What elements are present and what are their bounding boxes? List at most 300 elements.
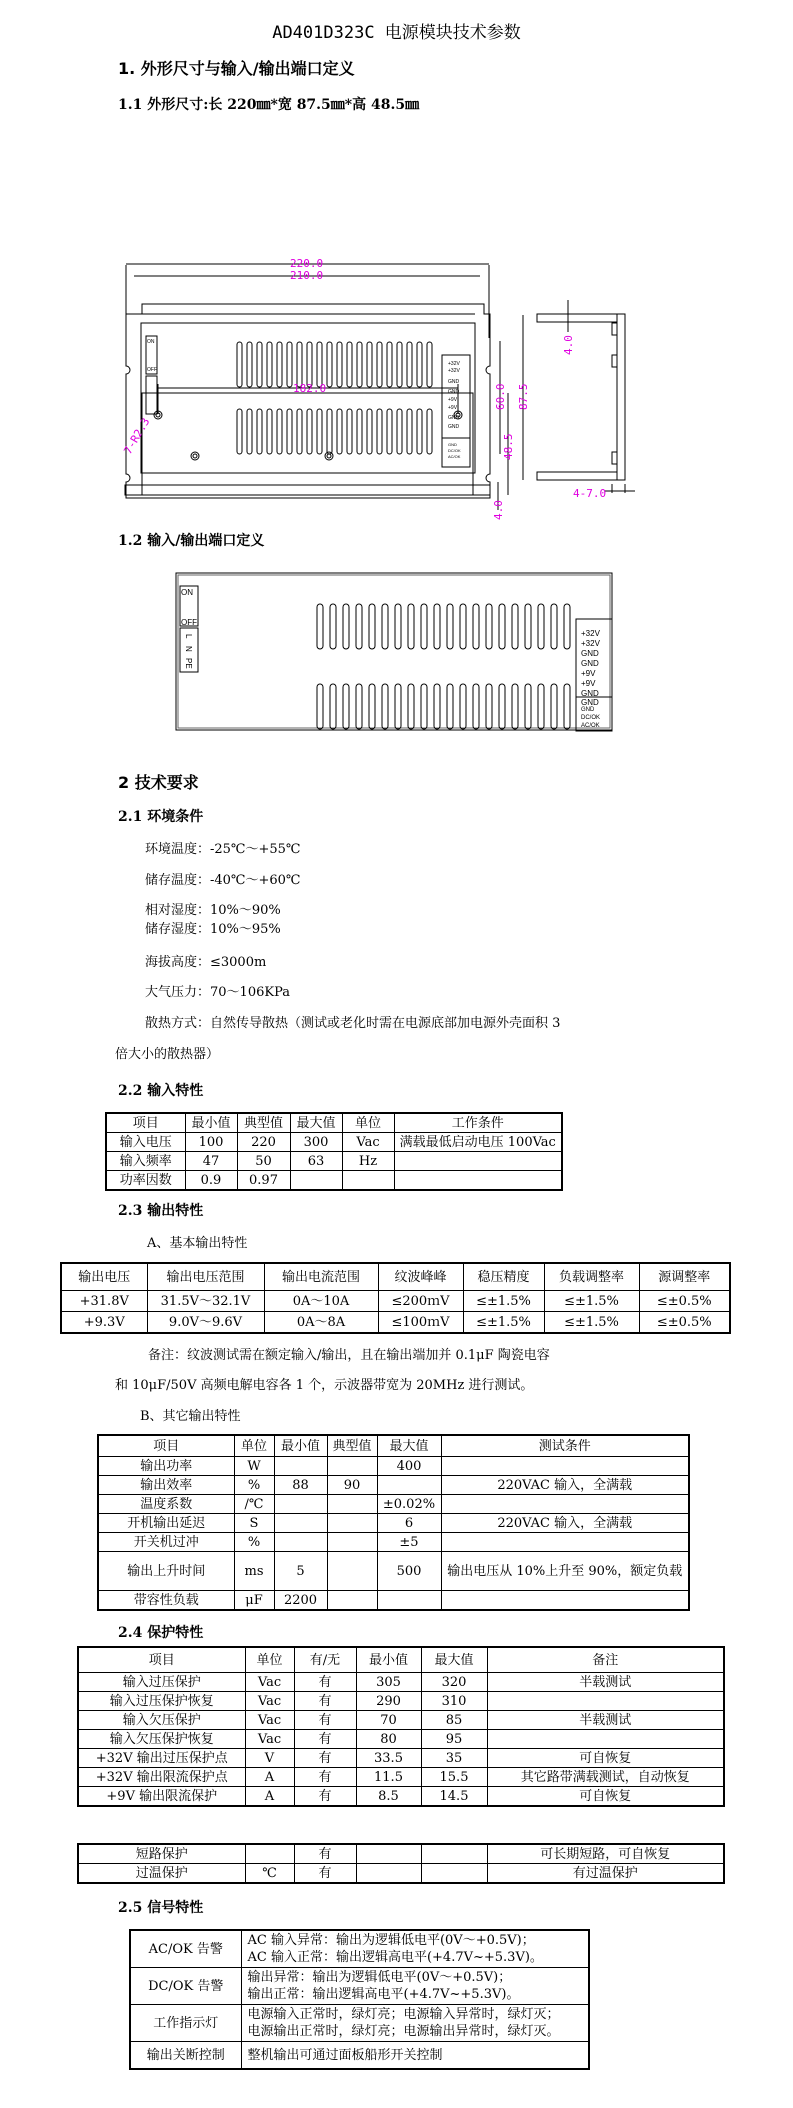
terminal-label: AC/OK (581, 723, 600, 729)
table-cell: 温度系数 (98, 1495, 234, 1514)
table-row (78, 1730, 724, 1749)
table-cell (327, 1533, 377, 1552)
table-cell: 有 (294, 1787, 356, 1807)
table-cell: % (234, 1476, 274, 1495)
table-cell: 输入电压 (106, 1133, 185, 1152)
dim-base-4: 4.0 (492, 500, 505, 520)
ripple-note-line-2: 和 10μF/50V 高频电解电容各 1 个，示波器带宽为 20MHz 进行测试。 (115, 1378, 534, 1393)
terminal-label: GND (448, 424, 460, 430)
terminal-label: GND (448, 415, 460, 421)
table-cell: 有 (294, 1673, 356, 1692)
terminal-label: +32V (581, 629, 600, 638)
input-characteristics-table (105, 1112, 563, 1191)
table-cell: 可长期短路，可自恢复 (487, 1844, 724, 1864)
table-cell: 100 (185, 1133, 237, 1152)
table-cell: 带容性负载 (98, 1591, 234, 1611)
table-cell: 6 (377, 1514, 441, 1533)
section-1-1-heading: 1.1 外形尺寸:长 220㎜*宽 87.5㎜*高 48.5㎜ (118, 97, 420, 113)
table-cell: ms (234, 1552, 274, 1591)
table-cell: 可自恢复 (487, 1787, 724, 1807)
table-cell (327, 1591, 377, 1611)
terminal-label: +32V (448, 368, 460, 374)
column-header: 最小值 (356, 1647, 421, 1673)
table-row (98, 1514, 689, 1533)
terminal-label: DC/OK (581, 715, 601, 721)
table-cell: 有 (294, 1711, 356, 1730)
table-header-row (78, 1647, 724, 1673)
table-cell: 有 (294, 1864, 356, 1884)
table-cell (327, 1552, 377, 1591)
section-2-heading: 2 技术要求 (118, 773, 199, 792)
vent-slot (512, 684, 518, 729)
table-cell: 2200 (274, 1591, 327, 1611)
signal-name: 输出关断控制 (130, 2042, 241, 2070)
terminal-label: +9V (448, 405, 458, 411)
dim-210: 210.0 (290, 269, 324, 282)
table-cell: 有 (294, 1768, 356, 1787)
column-header: 测试条件 (441, 1435, 689, 1457)
terminal-label: DC/OK (448, 448, 461, 453)
table-cell: ≤±0.5% (639, 1312, 730, 1334)
signal-description-line: 电源输出正常时，绿灯亮；电源输出异常时，绿灯灭。 (247, 2024, 560, 2039)
table-cell: +32V 输出限流保护点 (78, 1768, 245, 1787)
column-header: 单位 (234, 1435, 274, 1457)
table-cell (441, 1457, 689, 1476)
column-header: 最小值 (274, 1435, 327, 1457)
table-header-row (61, 1263, 730, 1291)
terminal-label: +32V (581, 639, 600, 648)
table-cell (245, 1844, 294, 1864)
table-row (106, 1171, 562, 1191)
terminal-label: GND (448, 389, 460, 395)
table-cell: /℃ (234, 1495, 274, 1514)
signal-description-line: 整机输出可通过面板船形开关控制 (247, 2047, 443, 2063)
vent-slot (343, 684, 349, 729)
table-cell: 可自恢复 (487, 1749, 724, 1768)
table-cell: Vac (245, 1692, 294, 1711)
table-cell: Vac (245, 1730, 294, 1749)
table-row (98, 1457, 689, 1476)
table-cell (441, 1533, 689, 1552)
dim-corner-radius: 7-R2.3 (121, 415, 153, 457)
terminal-label: GND (448, 442, 457, 447)
table-cell: A (245, 1787, 294, 1807)
section-1-heading: 1. 外形尺寸与输入/输出端口定义 (118, 59, 355, 78)
section-2-2-heading: 2.2 输入特性 (118, 1083, 204, 1099)
table-cell: 开机输出延迟 (98, 1514, 234, 1533)
table-cell: 满载最低启动电压 100Vac (394, 1133, 562, 1152)
table-header-row (106, 1113, 562, 1133)
column-header: 纹波峰峰 (378, 1263, 463, 1291)
terminal-label: AC/OK (448, 454, 461, 459)
vent-slot (564, 604, 570, 649)
table-row (78, 1692, 724, 1711)
label-pe: PE (184, 658, 193, 669)
protection-table (77, 1646, 725, 1807)
table-cell: 开关机过冲 (98, 1533, 234, 1552)
table-cell: 300 (290, 1133, 342, 1152)
protection-extra-table (77, 1843, 725, 1884)
table-cell (327, 1514, 377, 1533)
vent-slot (473, 684, 479, 729)
column-header: 稳压精度 (463, 1263, 544, 1291)
table-row (106, 1133, 562, 1152)
vent-slot (525, 684, 531, 729)
vent-slot (473, 604, 479, 649)
table-cell: ±5 (377, 1533, 441, 1552)
table-cell: Vac (245, 1711, 294, 1730)
table-cell: Hz (342, 1152, 394, 1171)
terminal-label: +9V (581, 679, 596, 688)
table-cell: 14.5 (421, 1787, 487, 1807)
table-cell: ≤±1.5% (544, 1312, 639, 1334)
table-row (78, 1749, 724, 1768)
signal-description-line: 输出异常：输出为逻辑低电平(0V～+0.5V)； (247, 1970, 512, 1985)
table-cell: 输入过压保护恢复 (78, 1692, 245, 1711)
vent-slot (460, 684, 466, 729)
env-line: 相对湿度：10%～90% (145, 903, 281, 918)
vent-slot (343, 604, 349, 649)
env-line: 环境温度：-25℃～+55℃ (145, 842, 301, 857)
table-cell: 80 (356, 1730, 421, 1749)
table-cell: 220VAC 输入，全满载 (441, 1476, 689, 1495)
dim-60: 60.0 (494, 383, 507, 410)
vent-slot (525, 604, 531, 649)
table-cell: Vac (342, 1133, 394, 1152)
vent-slot (356, 604, 362, 649)
table-cell: 功率因数 (106, 1171, 185, 1191)
dim-side-holes: 4-7.0 (573, 487, 607, 500)
vent-slot (382, 684, 388, 729)
table-row (98, 1476, 689, 1495)
table-cell: 9.0V～9.6V (147, 1312, 264, 1334)
signal-row (130, 1968, 589, 2005)
table-cell: 输入欠压保护 (78, 1711, 245, 1730)
vent-slot (486, 684, 492, 729)
table-cell: 290 (356, 1692, 421, 1711)
signal-description-line: 输出正常：输出逻辑高电平(+4.7V~+5.3V)。 (247, 1987, 520, 2002)
table-cell: 85 (421, 1711, 487, 1730)
table-row (78, 1673, 724, 1692)
terminal-label: GND (581, 649, 599, 658)
vent-slot (408, 604, 414, 649)
table-cell: 输出效率 (98, 1476, 234, 1495)
vent-slot (447, 684, 453, 729)
table-cell (421, 1864, 487, 1884)
table-cell (274, 1533, 327, 1552)
table-cell: 有 (294, 1692, 356, 1711)
table-cell (274, 1495, 327, 1514)
table-cell: 35 (421, 1749, 487, 1768)
column-header: 有/无 (294, 1647, 356, 1673)
table-cell: +9.3V (61, 1312, 147, 1334)
table-cell: 220 (237, 1133, 290, 1152)
table-cell: 其它路带满载测试，自动恢复 (487, 1768, 724, 1787)
table-cell: S (234, 1514, 274, 1533)
table-cell: 15.5 (421, 1768, 487, 1787)
table-cell (377, 1591, 441, 1611)
column-header: 项目 (106, 1113, 185, 1133)
table-header-row (98, 1435, 689, 1457)
column-header: 典型值 (327, 1435, 377, 1457)
column-header: 单位 (342, 1113, 394, 1133)
vent-slot (369, 604, 375, 649)
table-row (61, 1291, 730, 1312)
table-cell (421, 1844, 487, 1864)
table-cell: 0.9 (185, 1171, 237, 1191)
terminal-label: GND (581, 689, 599, 698)
table-cell: 320 (421, 1673, 487, 1692)
vent-slot (551, 604, 557, 649)
vent-slot (499, 684, 505, 729)
table-cell: 有过温保护 (487, 1864, 724, 1884)
env-line: 倍大小的散热器） (115, 1047, 220, 1062)
section-2-4-heading: 2.4 保护特性 (118, 1625, 204, 1641)
column-header: 项目 (98, 1435, 234, 1457)
table-cell: 输入频率 (106, 1152, 185, 1171)
column-header: 负载调整率 (544, 1263, 639, 1291)
table-cell: 11.5 (356, 1768, 421, 1787)
basic-output-table (60, 1262, 731, 1334)
signal-description (241, 1968, 589, 2005)
table-cell: 31.5V～32.1V (147, 1291, 264, 1312)
table-cell: Vac (245, 1673, 294, 1692)
table-cell (441, 1591, 689, 1611)
dim-48-5: 48.5 (502, 433, 515, 460)
document-title: AD401D323C 电源模块技术参数 (272, 23, 521, 43)
vent-slot (369, 684, 375, 729)
vent-slot (538, 604, 544, 649)
section-2-3-heading: 2.3 输出特性 (118, 1203, 204, 1219)
column-header: 单位 (245, 1647, 294, 1673)
table-cell (274, 1514, 327, 1533)
table-cell: 220VAC 输入，全满载 (441, 1514, 689, 1533)
vent-slot (421, 684, 427, 729)
vent-slot (317, 604, 323, 649)
ripple-note-line-1: 备注：纹波测试需在额定输入/输出，且在输出端加并 0.1μF 陶瓷电容 (148, 1348, 550, 1363)
label-off: OFF (147, 367, 157, 373)
table-cell: 输出上升时间 (98, 1552, 234, 1591)
table-cell: 90 (327, 1476, 377, 1495)
other-output-table (97, 1434, 690, 1611)
column-header: 输出电压 (61, 1263, 147, 1291)
terminal-label: +9V (448, 397, 458, 403)
table-cell (290, 1171, 342, 1191)
vent-slot (551, 684, 557, 729)
table-cell: +31.8V (61, 1291, 147, 1312)
table-cell (356, 1844, 421, 1864)
table-cell: 50 (237, 1152, 290, 1171)
table-cell (274, 1457, 327, 1476)
table-cell: 0A～8A (264, 1312, 378, 1334)
vent-slot (382, 604, 388, 649)
table-cell: 310 (421, 1692, 487, 1711)
terminal-label: GND (581, 698, 599, 707)
column-header: 最大值 (377, 1435, 441, 1457)
table-cell: W (234, 1457, 274, 1476)
vent-slot (330, 684, 336, 729)
table-cell: 0A～10A (264, 1291, 378, 1312)
vent-slot (356, 684, 362, 729)
table-cell: 输入欠压保护恢复 (78, 1730, 245, 1749)
table-cell: 70 (356, 1711, 421, 1730)
column-header: 典型值 (237, 1113, 290, 1133)
table-cell: ≤100ｍV (378, 1312, 463, 1334)
table-cell: 有 (294, 1749, 356, 1768)
env-line: 大气压力：70～106KPa (145, 985, 290, 1000)
dim-182: 182.0 (293, 382, 327, 395)
dim-220: 220.0 (290, 257, 324, 270)
column-header: 备注 (487, 1647, 724, 1673)
table-cell: 0.97 (237, 1171, 290, 1191)
signal-description-line: 电源输入正常时，绿灯亮；电源输入异常时，绿灯灭； (247, 2007, 560, 2022)
table-cell (327, 1457, 377, 1476)
table-cell: 有 (294, 1844, 356, 1864)
label-on: ON (181, 588, 193, 597)
table-row (106, 1152, 562, 1171)
port-definition-drawing (175, 572, 625, 732)
table-cell: ≤±0.5% (639, 1291, 730, 1312)
vent-slot (434, 604, 440, 649)
bottom-view-drawing (0, 380, 793, 530)
table-row (78, 1711, 724, 1730)
table-cell: 有 (294, 1730, 356, 1749)
table-cell: 500 (377, 1552, 441, 1591)
column-header: 工作条件 (394, 1113, 562, 1133)
table-row (98, 1591, 689, 1611)
table-cell: 过温保护 (78, 1864, 245, 1884)
label-n: N (184, 646, 193, 652)
table-row (98, 1552, 689, 1591)
signal-name: DC/OK 告警 (130, 1968, 241, 2005)
table-cell: ≤±1.5% (544, 1291, 639, 1312)
vent-slot (486, 604, 492, 649)
vent-slot (421, 604, 427, 649)
table-cell: 输入过压保护 (78, 1673, 245, 1692)
env-line: 海拔高度：≤3000m (145, 955, 267, 970)
table-cell (342, 1171, 394, 1191)
table-cell: ±0.02% (377, 1495, 441, 1514)
table-cell: 半载测试 (487, 1711, 724, 1730)
vent-slot (499, 604, 505, 649)
signal-description-line: AC 输入异常：输出为逻辑低电平(0V～+0.5V)； (247, 1933, 535, 1948)
output-a-label: A、基本输出特性 (147, 1236, 248, 1251)
table-cell: +9V 输出限流保护 (78, 1787, 245, 1807)
env-line: 储存温度：-40℃～+60℃ (145, 873, 301, 888)
section-1-2-heading: 1.2 输入/输出端口定义 (118, 533, 265, 549)
column-header: 项目 (78, 1647, 245, 1673)
table-cell: 半载测试 (487, 1673, 724, 1692)
signal-name: AC/OK 告警 (130, 1930, 241, 1968)
column-header: 最大值 (421, 1647, 487, 1673)
table-cell: ≤±1.5% (463, 1312, 544, 1334)
table-cell: μF (234, 1591, 274, 1611)
terminal-label: +32V (448, 361, 460, 367)
vent-slot (408, 684, 414, 729)
signal-description (241, 2042, 589, 2070)
table-row (98, 1533, 689, 1552)
table-cell: 305 (356, 1673, 421, 1692)
table-cell: ≤±1.5% (463, 1291, 544, 1312)
env-line: 散热方式：自然传导散热（测试或老化时需在电源底部加电源外壳面积 3 (145, 1016, 561, 1031)
table-cell: 输出电压从 10%上升至 90%，额定负载 (441, 1552, 689, 1591)
table-row (61, 1312, 730, 1334)
vent-slot (447, 604, 453, 649)
table-cell: 47 (185, 1152, 237, 1171)
table-cell (487, 1692, 724, 1711)
table-cell: 95 (421, 1730, 487, 1749)
column-header: 最大值 (290, 1113, 342, 1133)
signal-name: 工作指示灯 (130, 2005, 241, 2042)
label-l: L (184, 634, 193, 639)
table-cell (377, 1476, 441, 1495)
signal-table (129, 1929, 590, 2070)
terminal-label: GND (581, 659, 599, 668)
table-row (78, 1768, 724, 1787)
table-cell (327, 1495, 377, 1514)
vent-slot (330, 604, 336, 649)
dim-flange-4: 4.0 (562, 335, 575, 355)
signal-description (241, 1930, 589, 1968)
vent-slot (538, 684, 544, 729)
table-cell (394, 1152, 562, 1171)
signal-description (241, 2005, 589, 2042)
table-cell (356, 1864, 421, 1884)
table-cell: 33.5 (356, 1749, 421, 1768)
table-cell: 400 (377, 1457, 441, 1476)
table-cell: ℃ (245, 1864, 294, 1884)
table-row (98, 1495, 689, 1514)
signal-description-line: AC 输入正常：输出逻辑高电平(+4.7V~+5.3V)。 (247, 1950, 543, 1965)
table-cell: 5 (274, 1552, 327, 1591)
vent-slot (564, 684, 570, 729)
section-2-5-heading: 2.5 信号特性 (118, 1900, 204, 1916)
table-cell: +32V 输出过压保护点 (78, 1749, 245, 1768)
label-off: OFF (181, 618, 197, 627)
signal-row (130, 2005, 589, 2042)
table-cell: V (245, 1749, 294, 1768)
vent-slot (512, 604, 518, 649)
column-header: 输出电流范围 (264, 1263, 378, 1291)
table-cell: 短路保护 (78, 1844, 245, 1864)
table-cell (487, 1730, 724, 1749)
table-cell: 8.5 (356, 1787, 421, 1807)
vent-slot (395, 604, 401, 649)
column-header: 输出电压范围 (147, 1263, 264, 1291)
table-cell: A (245, 1768, 294, 1787)
column-header: 源调整率 (639, 1263, 730, 1291)
vent-slot (317, 684, 323, 729)
output-b-label: B、其它输出特性 (140, 1409, 241, 1424)
table-cell: 88 (274, 1476, 327, 1495)
terminal-label: +9V (581, 669, 596, 678)
signal-row (130, 1930, 589, 1968)
dim-87-5: 87.5 (517, 383, 530, 410)
table-cell: % (234, 1533, 274, 1552)
terminal-label: GND (448, 379, 460, 385)
table-row (78, 1787, 724, 1807)
table-cell (441, 1495, 689, 1514)
env-line: 储存湿度：10%～95% (145, 922, 281, 937)
table-cell: 63 (290, 1152, 342, 1171)
terminal-label: GND (581, 707, 595, 713)
signal-row (130, 2042, 589, 2070)
table-row (78, 1864, 724, 1884)
table-cell: 输出功率 (98, 1457, 234, 1476)
column-header: 最小值 (185, 1113, 237, 1133)
vent-slot (395, 684, 401, 729)
section-2-1-heading: 2.1 环境条件 (118, 809, 204, 825)
